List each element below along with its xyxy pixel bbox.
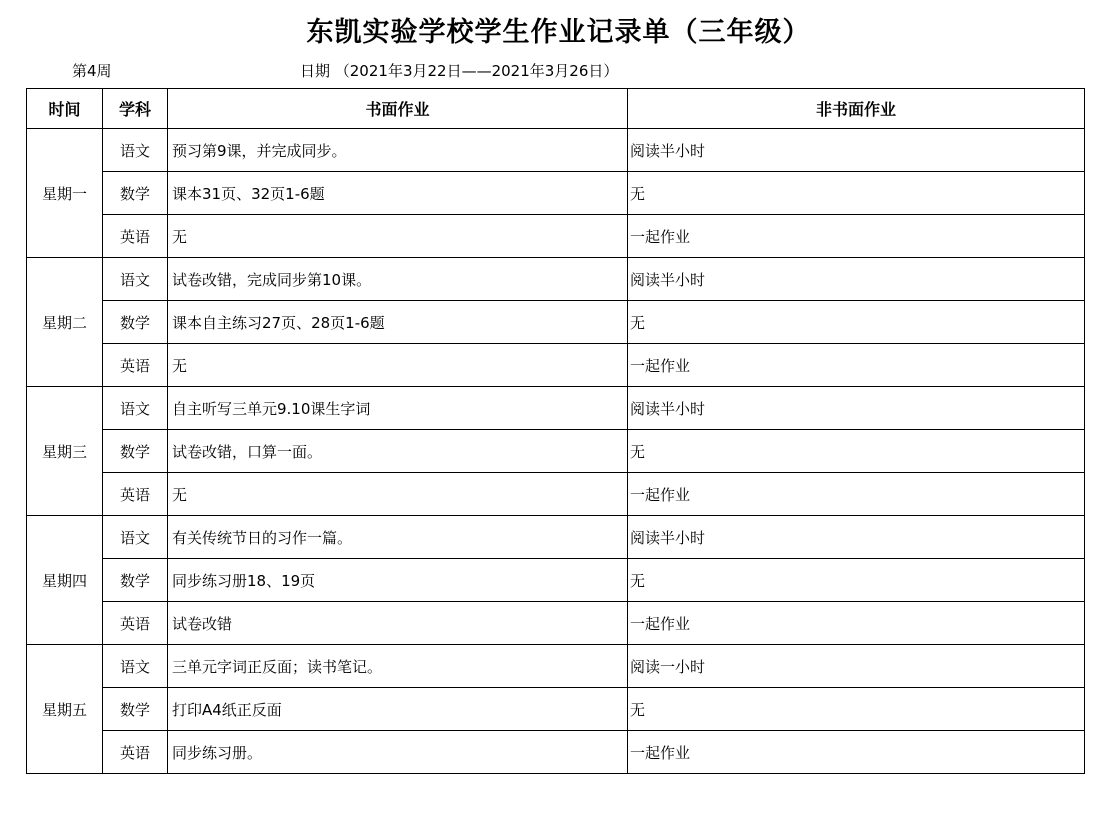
subject-cell: 语文 [103, 129, 168, 172]
subject-cell: 英语 [103, 731, 168, 774]
table-row [27, 129, 1085, 172]
table-row [27, 430, 1085, 473]
nonwritten-cell: 一起作业 [628, 215, 1085, 258]
nonwritten-cell: 无 [628, 301, 1085, 344]
table-row [27, 559, 1085, 602]
page-title: 东凯实验学校学生作业记录单（三年级） [306, 17, 811, 48]
subject-cell: 语文 [103, 387, 168, 430]
subject-cell: 数学 [103, 688, 168, 731]
table-row [27, 344, 1085, 387]
nonwritten-cell: 阅读半小时 [628, 387, 1085, 430]
table-body [27, 129, 1085, 774]
day-cell: 星期三 [27, 387, 103, 516]
homework-table [26, 88, 1085, 774]
nonwritten-cell: 阅读一小时 [628, 645, 1085, 688]
written-cell: 试卷改错 [168, 602, 628, 645]
table-row [27, 688, 1085, 731]
written-cell: 同步练习册。 [168, 731, 628, 774]
nonwritten-cell: 阅读半小时 [628, 516, 1085, 559]
date-range: 日期 （2021年3月22日——2021年3月26日） [300, 62, 619, 80]
header-nonwritten: 非书面作业 [628, 89, 1085, 129]
subject-cell: 语文 [103, 645, 168, 688]
subject-cell: 语文 [103, 258, 168, 301]
subject-cell: 英语 [103, 602, 168, 645]
nonwritten-cell: 无 [628, 559, 1085, 602]
table-row [27, 516, 1085, 559]
subject-cell: 数学 [103, 301, 168, 344]
written-cell: 课本自主练习27页、28页1-6题 [168, 301, 628, 344]
written-cell: 三单元字词正反面；读书笔记。 [168, 645, 628, 688]
week-label: 第4周 [72, 62, 112, 80]
day-cell: 星期四 [27, 516, 103, 645]
written-cell: 无 [168, 215, 628, 258]
table-row [27, 387, 1085, 430]
written-cell: 有关传统节日的习作一篇。 [168, 516, 628, 559]
nonwritten-cell: 阅读半小时 [628, 129, 1085, 172]
nonwritten-cell: 一起作业 [628, 473, 1085, 516]
written-cell: 同步练习册18、19页 [168, 559, 628, 602]
nonwritten-cell: 一起作业 [628, 602, 1085, 645]
table-header-row [27, 89, 1085, 129]
day-cell: 星期二 [27, 258, 103, 387]
written-cell: 无 [168, 344, 628, 387]
subject-cell: 英语 [103, 344, 168, 387]
day-cell: 星期五 [27, 645, 103, 774]
table-row [27, 215, 1085, 258]
subject-cell: 语文 [103, 516, 168, 559]
written-cell: 预习第9课，并完成同步。 [168, 129, 628, 172]
written-cell: 课本31页、32页1-6题 [168, 172, 628, 215]
subject-cell: 数学 [103, 172, 168, 215]
table-row [27, 645, 1085, 688]
nonwritten-cell: 一起作业 [628, 731, 1085, 774]
nonwritten-cell: 无 [628, 688, 1085, 731]
table-row [27, 473, 1085, 516]
header-time: 时间 [27, 89, 103, 129]
table-row [27, 258, 1085, 301]
nonwritten-cell: 无 [628, 430, 1085, 473]
table-row [27, 172, 1085, 215]
nonwritten-cell: 无 [628, 172, 1085, 215]
subject-cell: 英语 [103, 215, 168, 258]
written-cell: 无 [168, 473, 628, 516]
day-cell: 星期一 [27, 129, 103, 258]
subject-cell: 数学 [103, 430, 168, 473]
written-cell: 试卷改错，口算一面。 [168, 430, 628, 473]
written-cell: 自主听写三单元9.10课生字词 [168, 387, 628, 430]
written-cell: 打印A4纸正反面 [168, 688, 628, 731]
header-subject: 学科 [103, 89, 168, 129]
table-row [27, 731, 1085, 774]
nonwritten-cell: 一起作业 [628, 344, 1085, 387]
subject-cell: 数学 [103, 559, 168, 602]
subject-cell: 英语 [103, 473, 168, 516]
header-written: 书面作业 [168, 89, 628, 129]
nonwritten-cell: 阅读半小时 [628, 258, 1085, 301]
written-cell: 试卷改错，完成同步第10课。 [168, 258, 628, 301]
table-row [27, 602, 1085, 645]
table-row [27, 301, 1085, 344]
